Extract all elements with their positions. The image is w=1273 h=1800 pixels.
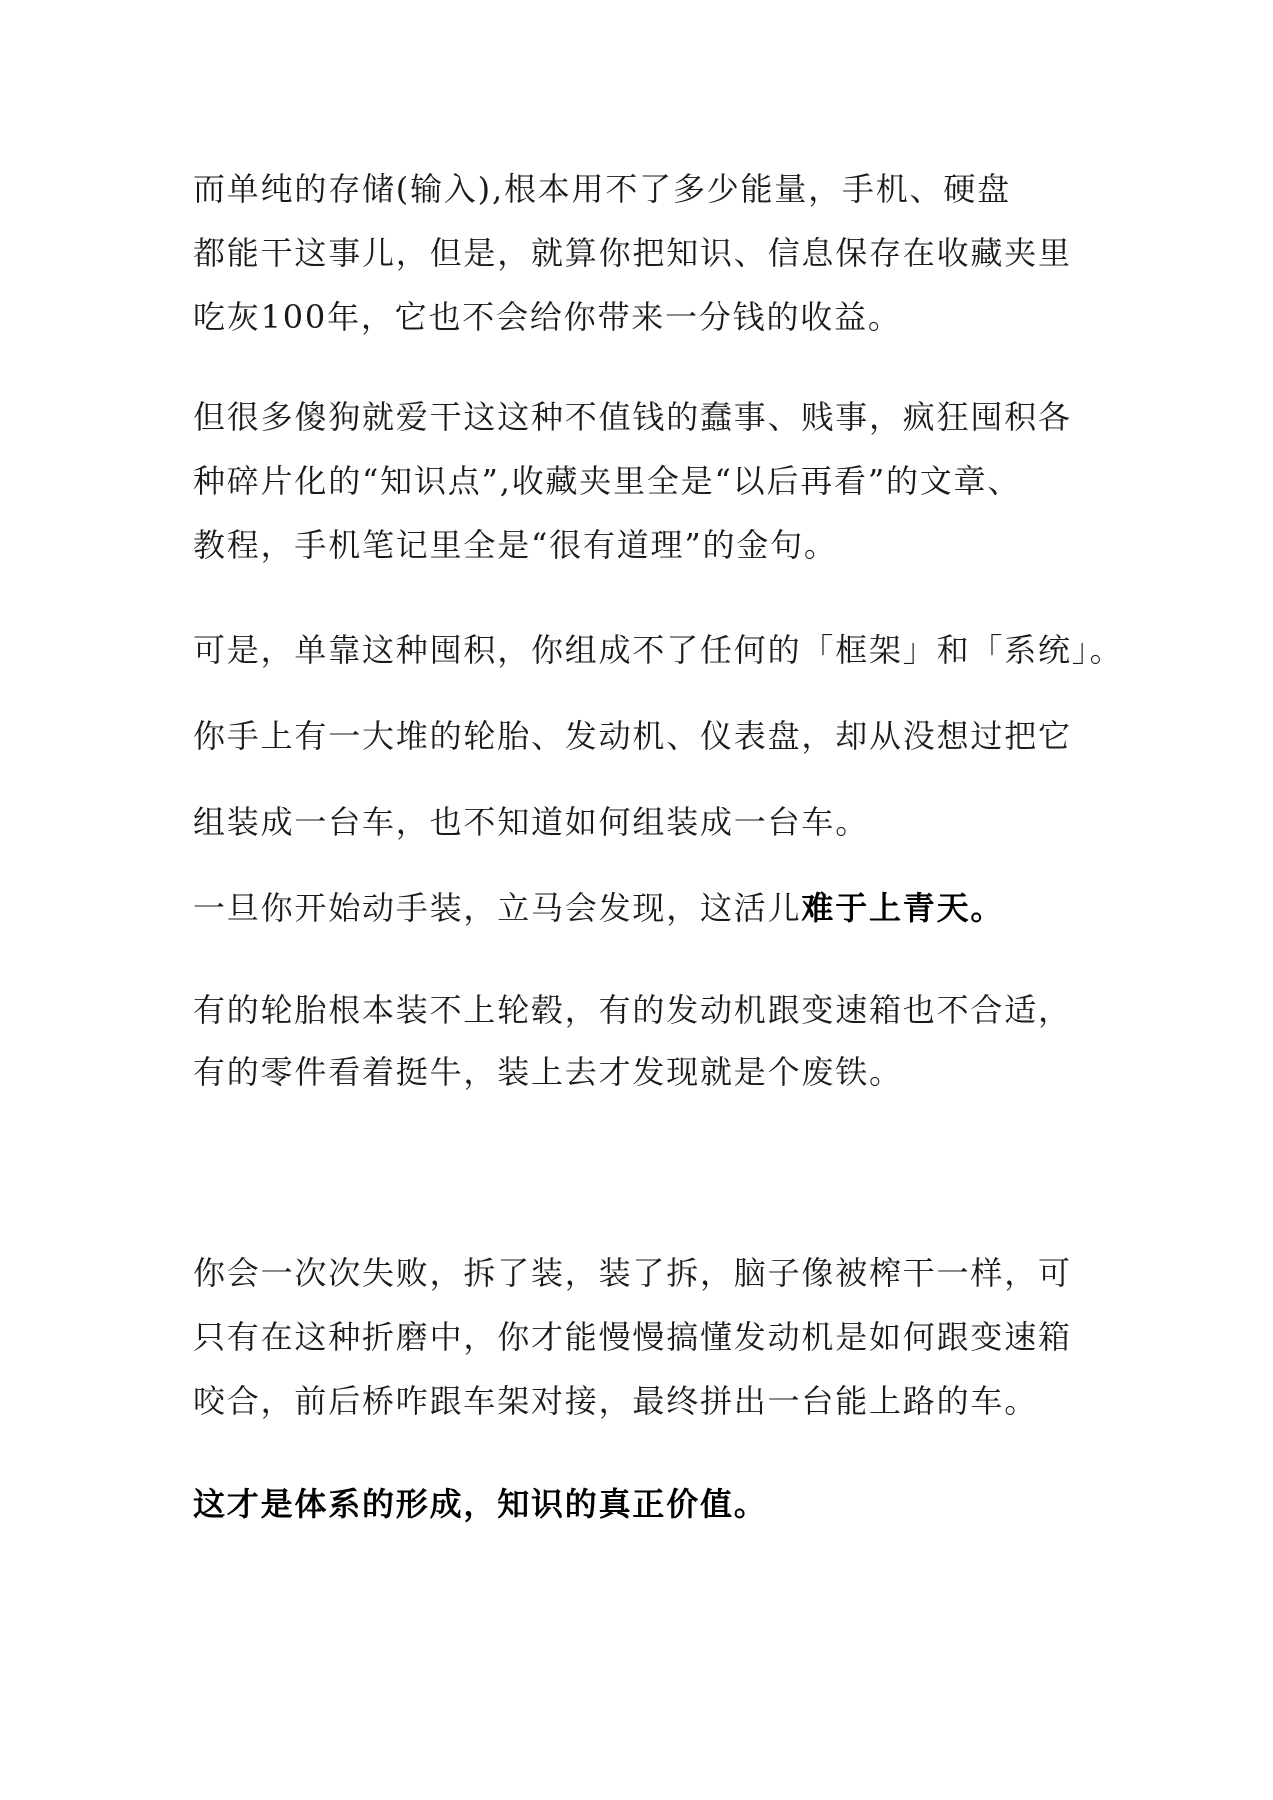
text-line: 只有在这种折磨中，你才能慢慢搞懂发动机是如何跟变速箱 (193, 1318, 1072, 1356)
paragraph-misfit (193, 979, 1098, 1103)
paragraph-difficulty (193, 876, 1098, 940)
paragraph-failure (193, 1241, 1098, 1433)
text-line: 都能干这事儿，但是，就算你把知识、信息保存在收藏夹里 (193, 234, 1072, 272)
text-line: 有的轮胎根本装不上轮毂，有的发动机跟变速箱也不合适， (193, 991, 1072, 1029)
paragraph-conclusion (193, 1472, 1098, 1536)
bold-text-segment: 难于上青天。 (801, 889, 1005, 927)
text-line: 你手上有一大堆的轮胎、发动机、仪表盘，却从没想过把它 (193, 717, 1072, 755)
paragraph-parts (193, 704, 1098, 768)
text-line (193, 876, 1098, 940)
text-line: 可是，单靠这种囤积，你组成不了任何的「框架」和「系统」。 (193, 631, 1124, 669)
paragraph-assemble (193, 790, 1098, 854)
text-line: 你会一次次失败，拆了装，装了拆，脑子像被榨干一样，可 (193, 1254, 1072, 1292)
text-line: 有的零件看着挺牛，装上去才发现就是个废铁。 (193, 1053, 903, 1091)
text-line: 而单纯的存储(输入),根本用不了多少能量，手机、硬盘 (193, 170, 1011, 208)
text-line: 种碎片化的“知识点”,收藏夹里全是“以后再看”的文章、 (193, 462, 1022, 500)
text-line: 组装成一台车，也不知道如何组装成一台车。 (193, 803, 870, 841)
bold-text-line: 这才是体系的形成，知识的真正价值。 (193, 1485, 768, 1523)
paragraph-storage (193, 157, 1098, 349)
text-line: 但很多傻狗就爱干这这种不值钱的蠢事、贱事，疯狂囤积各 (193, 398, 1072, 436)
paragraph-framework (193, 618, 1124, 682)
text-line: 教程，手机笔记里全是“很有道理”的金句。 (193, 526, 838, 564)
text-line: 咬合，前后桥咋跟车架对接，最终拼出一台能上路的车。 (193, 1382, 1039, 1420)
text-segment: 一旦你开始动手装，立马会发现，这活儿 (193, 889, 802, 927)
text-line: 吃灰100年，它也不会给你带来一分钱的收益。 (193, 298, 902, 336)
paragraph-hoarding (193, 385, 1098, 577)
